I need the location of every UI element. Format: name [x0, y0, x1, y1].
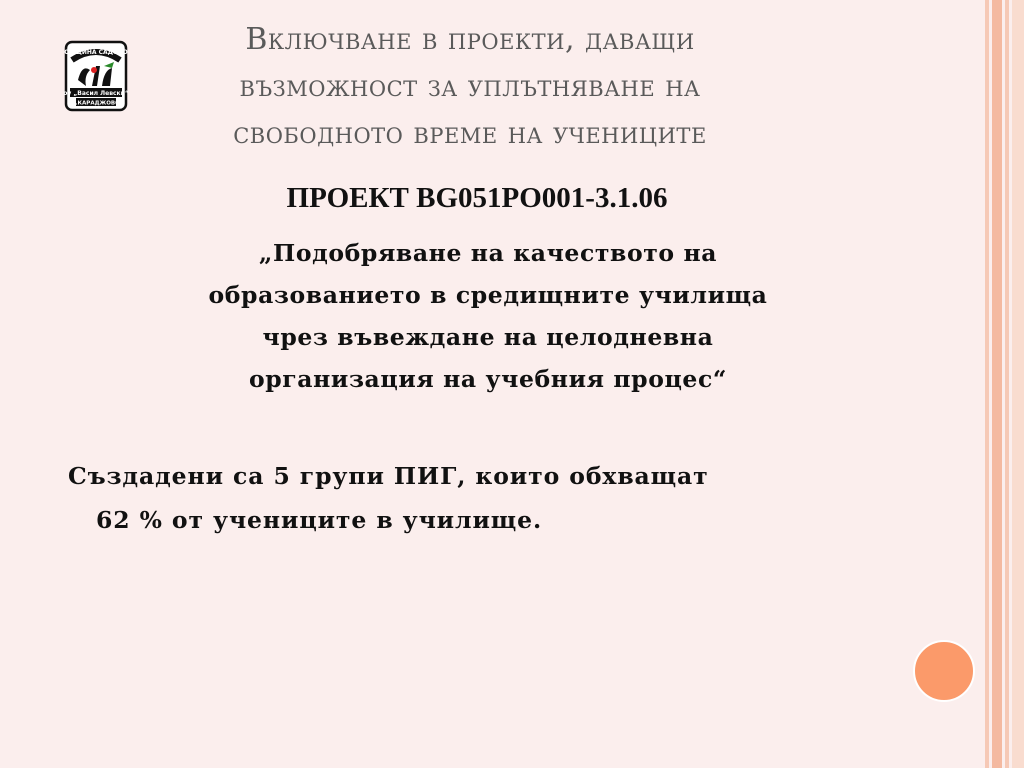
project-name-line: образованието в средищните училища	[208, 281, 768, 309]
logo-top-text: ОБЩИНА САДОВО	[64, 49, 128, 56]
slide-title-line: възможност за уплътняване на	[239, 69, 701, 104]
slide-title-line: свободното време на учениците	[233, 116, 707, 151]
school-logo	[64, 40, 128, 112]
right-edge-stripe	[1012, 0, 1024, 768]
project-name-line: чрез въвеждане на целодневна	[262, 323, 714, 351]
school-logo-emblem-icon	[64, 40, 128, 112]
logo-banner-text: оу „Васил Левски“	[64, 90, 128, 97]
right-edge-stripe	[1005, 0, 1009, 768]
project-name	[0, 232, 976, 400]
project-name-line: „Подобряване на качеството на	[258, 239, 718, 267]
decorative-orange-circle	[913, 640, 975, 702]
project-name-line: организация на учебния процес“	[248, 365, 728, 393]
right-edge-stripe	[985, 0, 989, 768]
project-code: ПРОЕКТ BG051PO001-3.1.06	[286, 182, 668, 214]
statement-paragraph	[68, 454, 948, 542]
statement-line: Създадени са 5 групи ПИГ, които обхващат	[68, 462, 709, 490]
slide-title	[140, 16, 800, 157]
logo-bottom-text: с.КАРАДЖОВО	[72, 100, 120, 107]
statement-line: 62 % от учениците в училище.	[96, 506, 543, 534]
right-edge-stripe	[992, 0, 1002, 768]
slide-title-line: Включване в проекти, даващи	[245, 22, 695, 57]
